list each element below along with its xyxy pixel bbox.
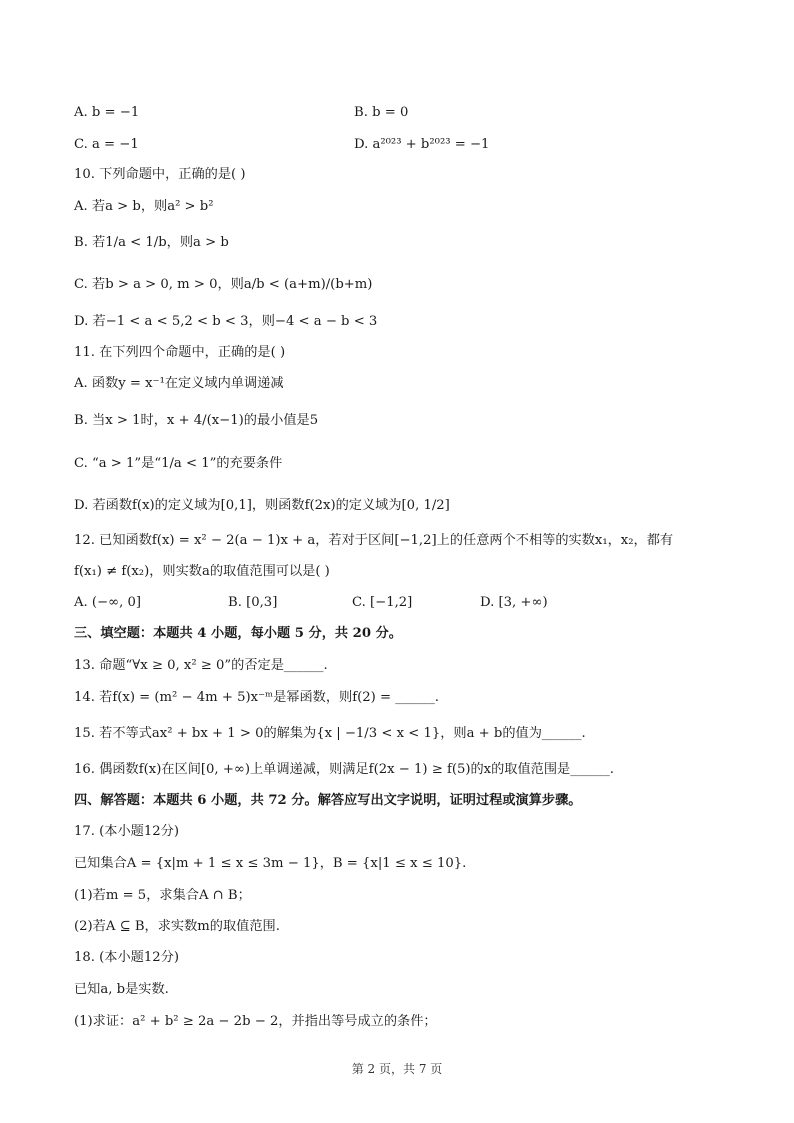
q13: 13. 命题“∀x ≥ 0, x² ≥ 0”的否定是______. [74,658,328,673]
q11-option-b: B. 当x > 1时，x + 4/(x−1)的最小值是5 [74,413,319,428]
q11-stem: 11. 在下列四个命题中，正确的是( ) [74,345,286,360]
section-3-heading: 三、填空题：本题共 4 小题，每小题 5 分，共 20 分。 [74,626,402,641]
q12-option-b: B. [0,3] [228,595,278,610]
q11-option-a: A. 函数y = x⁻¹在定义域内单调递减 [74,376,284,391]
q12-stem-line1: 12. 已知函数f(x) = x² − 2(a − 1)x + a，若对于区间[−1,2]上的任意两个不相等的实数x₁，x₂，都有 [74,533,674,548]
q10-option-c: C. 若b > a > 0, m > 0，则a/b < (a+m)/(b+m) [74,277,373,292]
q18-part1: (1)求证：a² + b² ≥ 2a − 2b − 2，并指出等号成立的条件； [74,1014,437,1029]
q18-heading: 18. (本小题12分) [74,950,179,965]
q18-stem: 已知a, b是实数. [74,982,169,997]
q11-option-d: D. 若函数f(x)的定义域为[0,1]，则函数f(2x)的定义域为[0, 1/2] [74,498,450,513]
q10-option-b: B. 若1/a < 1/b，则a > b [74,235,229,250]
section-4-heading: 四、解答题：本题共 6 小题，共 72 分。解答应写出文字说明，证明过程或演算步骤。 [74,793,582,808]
q15: 15. 若不等式ax² + bx + 1 > 0的解集为{x | −1/3 < x < 1}，则a + b的值为______. [74,726,586,741]
q17-heading: 17. (本小题12分) [74,824,179,839]
page-footer: 第 2 页，共 7 页 [351,1062,443,1076]
q9-option-b: B. b = 0 [354,105,409,120]
q17-part2: (2)若A ⊆ B，求实数m的取值范围. [74,919,280,934]
q17-part1: (1)若m = 5，求集合A ∩ B； [74,888,251,903]
q12-option-a: A. (−∞, 0] [74,595,142,610]
q10-stem: 10. 下列命题中，正确的是( ) [74,167,246,182]
q12-options-row [74,594,548,612]
q9-option-c: C. a = −1 [74,137,139,152]
q11-option-c: C. “a > 1”是“1/a < 1”的充要条件 [74,456,283,471]
q10-option-a: A. 若a > b，则a² > b² [74,199,214,214]
q12-option-d: D. [3, +∞) [480,595,548,610]
q9-option-a: A. b = −1 [74,105,140,120]
q9-option-d: D. a²⁰²³ + b²⁰²³ = −1 [354,137,490,152]
q17-stem: 已知集合A = {x|m + 1 ≤ x ≤ 3m − 1}，B = {x|1 ≤ x ≤ 10}. [74,856,467,871]
q16: 16. 偶函数f(x)在区间[0, +∞)上单调递减，则满足f(2x − 1) ≥ f(5)的x的取值范围是______. [74,762,615,777]
q12-option-c: C. [−1,2] [352,595,413,610]
q12-stem-line2: f(x₁) ≠ f(x₂)，则实数a的取值范围可以是( ) [74,564,330,579]
q14: 14. 若f(x) = (m² − 4m + 5)x⁻ᵐ是幂函数，则f(2) = ______. [74,690,439,705]
q10-option-d: D. 若−1 < a < 5,2 < b < 3，则−4 < a − b < 3 [74,314,378,329]
